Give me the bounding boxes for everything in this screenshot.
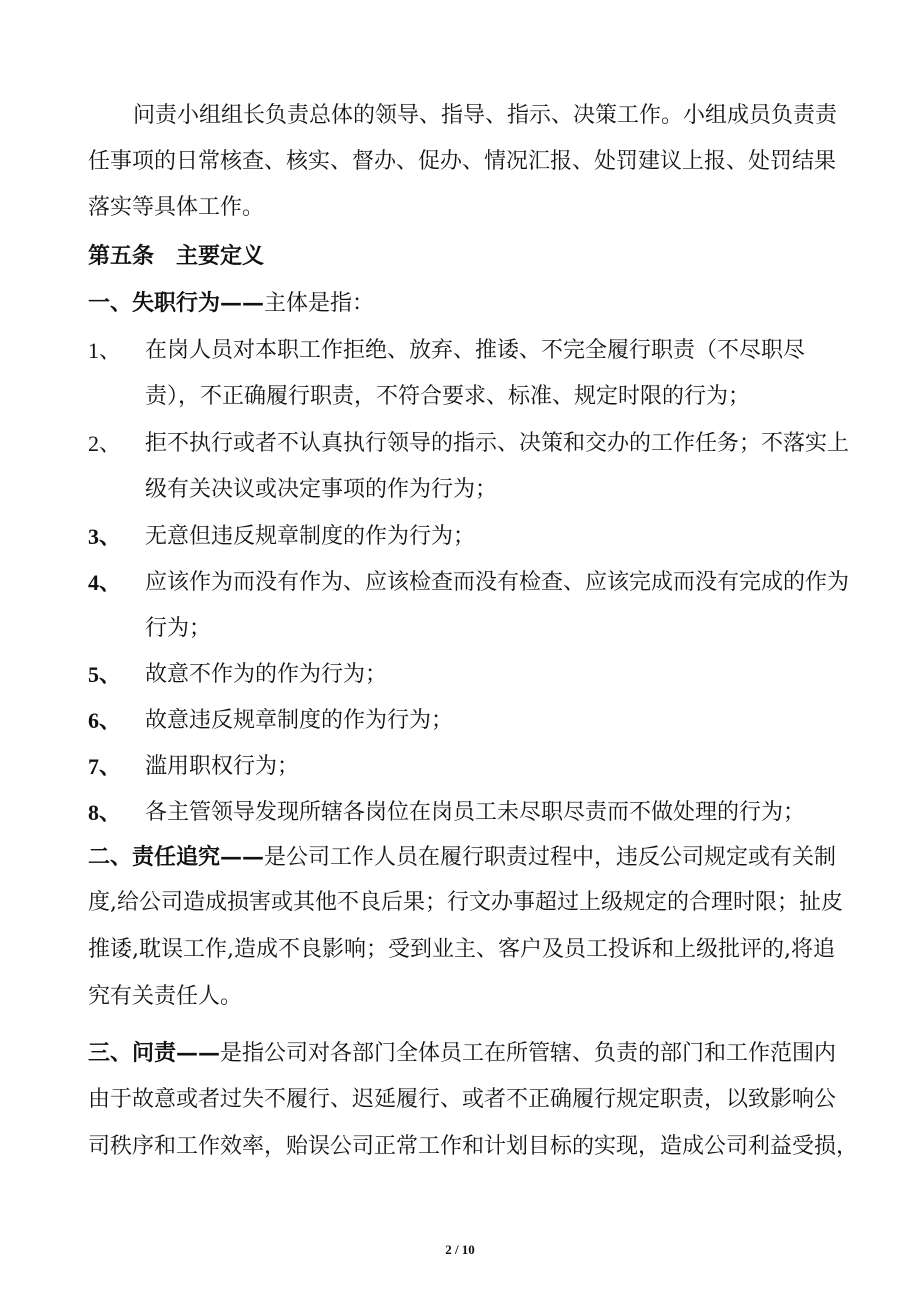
page-number: 2 / 10 — [445, 1242, 475, 1257]
section-2-line-3: 推诿,耽误工作,造成不良影响；受到业主、客户及员工投诉和上级批评的,将追 — [88, 937, 835, 962]
item-6-line-1: 故意违反规章制度的作为行为； — [145, 708, 454, 733]
item-8-line-1: 各主管领导发现所辖各岗位在岗员工未尽职尽责而不做处理的行为； — [145, 800, 806, 825]
section-3-text-1: 是指公司对各部门全体员工在所管辖、负责的部门和工作范围内 — [220, 1041, 837, 1066]
item-7-number: 7、 — [88, 754, 122, 779]
item-4-number: 4、 — [88, 570, 122, 595]
intro-line-3: 落实等具体工作。 — [88, 195, 265, 220]
item-5-number: 5、 — [88, 662, 122, 687]
item-6-number: 6、 — [88, 708, 122, 733]
item-1-line-1: 在岗人员对本职工作拒绝、放弃、推诿、不完全履行职责（不尽职尽 — [145, 338, 806, 363]
item-1-number: 1、 — [88, 338, 122, 363]
section-3-line-3: 司秩序和工作效率，贻误公司正常工作和计划目标的实现，造成公司利益受损， — [88, 1134, 859, 1159]
section-2-line-1 — [88, 842, 836, 873]
article-5-heading: 第五条 主要定义 — [88, 243, 265, 269]
section-2-text-1: 是公司工作人员在履行职责过程中，违反公司规定或有关制 — [264, 845, 837, 870]
item-4-line-1: 应该作为而没有作为、应该检查而没有检查、应该完成而没有完成的作为 — [145, 570, 850, 595]
section-3-title: 三、问责—— — [88, 1040, 221, 1066]
intro-line-1: 问责小组组长负责总体的领导、指导、指示、决策工作。小组成员负责责 — [133, 103, 838, 128]
section-2-title: 二、责任追究—— — [88, 844, 265, 870]
item-3-line-1: 无意但违反规章制度的作为行为； — [145, 524, 476, 549]
item-7-line-1: 滥用职权行为； — [145, 754, 300, 779]
item-3-number: 3、 — [88, 524, 122, 549]
intro-line-2: 任事项的日常核查、核实、督办、促办、情况汇报、处罚建议上报、处罚结果 — [88, 149, 837, 174]
item-2-line-1: 拒不执行或者不认真执行领导的指示、决策和交办的工作任务；不落实上 — [145, 431, 850, 456]
section-2-line-2: 度,给公司造成损害或其他不良后果；行文办事超过上级规定的合理时限；扯皮 — [88, 890, 843, 915]
item-8-number: 8、 — [88, 800, 122, 825]
item-2-number: 2、 — [88, 431, 122, 456]
item-1-line-2: 责），不正确履行职责，不符合要求、标准、规定时限的行为； — [145, 384, 751, 409]
section-1-tail: 主体是指： — [264, 291, 375, 316]
item-2-line-2: 级有关决议或决定事项的作为行为； — [145, 477, 498, 502]
section-2-line-4: 究有关责任人。 — [88, 984, 243, 1009]
section-3-line-2: 由于故意或者过失不履行、迟延履行、或者不正确履行规定职责，以致影响公 — [88, 1087, 837, 1112]
item-5-line-1: 故意不作为的作为行为； — [145, 662, 388, 687]
section-1-title: 一、失职行为—— — [88, 290, 265, 316]
section-1-heading — [88, 288, 374, 319]
section-3-line-1 — [88, 1038, 836, 1069]
item-4-line-2: 行为； — [145, 616, 212, 641]
